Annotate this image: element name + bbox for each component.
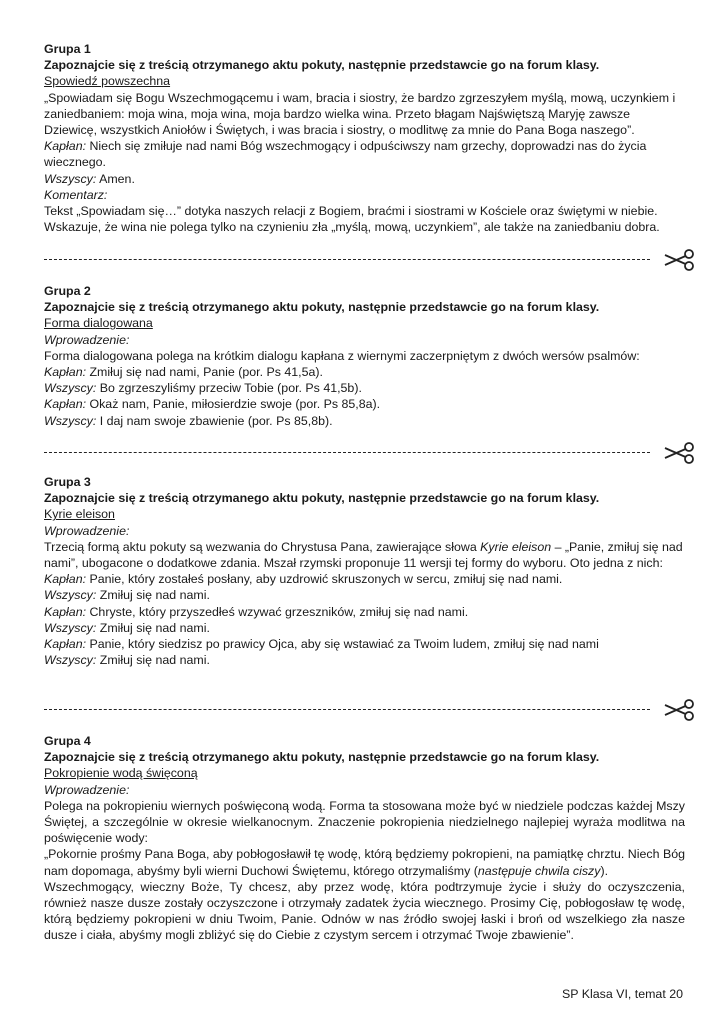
dialog-line xyxy=(44,571,685,587)
dialog-line xyxy=(44,636,685,652)
intro-italic-term: Kyrie eleison xyxy=(480,539,552,554)
prayer-text xyxy=(44,846,685,878)
dialog-text: Niech się zmiłuje nad nami Bóg wszechmogący i odpuściwszy nam grzechy, doprowadzi nas do życia wiecznego. xyxy=(44,139,647,170)
dialog-text: Amen. xyxy=(96,171,135,186)
dashed-line xyxy=(44,709,650,710)
dialog-line xyxy=(44,587,685,603)
prayer-text: „Spowiadam się Bogu Wszechmogącemu i wam, bracia i siostry, że bardzo zgrzeszyłem myślą, mową, uczynkiem i zaniedbaniem: moja wina, moja wina, moja bardzo wielka wina. Przeto błagam Najświętszą Maryję zawsze Dziewicę, wszystkich Aniołów i Świętych, i was bracia i siostry, o modlitwę za mnie do Pana Boga naszego”. xyxy=(44,90,676,138)
intro-label: Wprowadzenie: xyxy=(44,782,130,797)
speaker-label: Wszyscy: xyxy=(44,653,97,668)
intro-text: Polega na pokropieniu wiernych poświęconą wodą. Forma ta stosowana może być w niedziele podczas każdej Mszy Świętej, a szczególnie w okresie wielkanocnym. Znaczenie pokropienia niedzielnego najlepiej wyraża modlitwa na poświęcenie wody: xyxy=(44,798,685,846)
cut-line xyxy=(44,441,699,465)
dialog-line xyxy=(44,396,685,412)
dialog-line xyxy=(44,620,685,636)
dashed-line xyxy=(44,452,650,453)
dialog-line xyxy=(44,413,685,429)
intro-text: Forma dialogowana polega na krótkim dialogu kapłana z wiernymi zaczerpniętym z dwóch wersów psalmów: xyxy=(44,348,640,363)
speaker-label: Kapłan: xyxy=(44,604,87,619)
dialog-text: Zmiłuj się nad nami. xyxy=(96,588,210,603)
form-name: Spowiedź powszechna xyxy=(44,74,171,89)
scissors-icon xyxy=(662,248,696,272)
speaker-label: Kapłan: xyxy=(44,365,87,380)
dialog-line xyxy=(44,364,685,380)
group-1 xyxy=(44,41,685,235)
intro-label: Wprowadzenie: xyxy=(44,523,130,538)
speaker-label: Wszyscy: xyxy=(44,171,97,186)
speaker-label: Wszyscy: xyxy=(44,588,97,603)
dialog-line xyxy=(44,652,685,668)
scissors-icon xyxy=(662,441,696,465)
dialog-line xyxy=(44,138,685,170)
speaker-label: Kapłan: xyxy=(44,139,87,154)
page-footer: SP Klasa VI, temat 20 xyxy=(562,987,683,1001)
group-2 xyxy=(44,283,685,429)
cut-line xyxy=(44,248,699,272)
dialog-text: Zmiłuj się nad nami, Panie (por. Ps 41,5a). xyxy=(86,365,323,380)
dialog-text: Okaż nam, Panie, miłosierdzie swoje (por. Ps 85,8a). xyxy=(86,397,381,412)
group-instruction: Zapoznajcie się z treścią otrzymanego aktu pokuty, następnie przedstawcie go na forum klasy. xyxy=(44,750,600,765)
dialog-text: Zmiłuj się nad nami. xyxy=(96,620,210,635)
scissors-icon xyxy=(662,698,696,722)
form-name: Forma dialogowana xyxy=(44,316,153,331)
intro-label: Wprowadzenie: xyxy=(44,332,130,347)
cut-line xyxy=(44,698,699,722)
speaker-label: Wszyscy: xyxy=(44,413,97,428)
group-heading: Grupa 2 xyxy=(44,284,91,298)
speaker-label: Kapłan: xyxy=(44,637,87,652)
group-instruction: Zapoznajcie się z treścią otrzymanego aktu pokuty, następnie przedstawcie go na forum klasy. xyxy=(44,491,600,506)
group-instruction: Zapoznajcie się z treścią otrzymanego aktu pokuty, następnie przedstawcie go na forum klasy. xyxy=(44,58,600,73)
dialog-text: Panie, który zostałeś posłany, aby uzdrowić skruszonych w sercu, zmiłuj się nad nami. xyxy=(86,572,563,587)
prayer-rubric: następuje chwila ciszy xyxy=(477,863,601,878)
group-3 xyxy=(44,474,685,668)
dialog-text: Chryste, który przyszedłeś wzywać grzeszników, zmiłuj się nad nami. xyxy=(86,604,469,619)
intro-text xyxy=(44,539,685,571)
prayer-text-part: ). xyxy=(600,863,609,878)
speaker-label: Wszyscy: xyxy=(44,381,97,396)
dialog-text: I daj nam swoje zbawienie (por. Ps 85,8b). xyxy=(96,413,333,428)
form-name: Pokropienie wodą święconą xyxy=(44,766,198,781)
group-4 xyxy=(44,733,685,944)
prayer-text-part: „Pokornie prośmy Pana Boga, aby pobłogosławił tę wodę, którą będziemy pokropieni, na pamiątkę chrztu. Niech Bóg nam dopomaga, abyśmy byli wierni Duchowi Świętemu, którego otrzymaliśmy ( xyxy=(44,847,685,878)
group-heading: Grupa 4 xyxy=(44,734,91,748)
dialog-text: Bo zgrzeszyliśmy przeciw Tobie (por. Ps 41,5b). xyxy=(96,381,362,396)
intro-text-part: Trzecią formą aktu pokuty są wezwania do Chrystusa Pana, zawierające słowa xyxy=(44,539,481,554)
dialog-line xyxy=(44,171,685,187)
intro-text-part: – „Panie, zmiłuj się nad nami”, ubogacone o dodatkowe zdania. Mszał rzymski proponuje 11 wersji tej formy do wyboru. Oto jedna z nich: xyxy=(44,539,683,571)
speaker-label: Kapłan: xyxy=(44,572,87,587)
comment-label: Komentarz: xyxy=(44,187,108,202)
form-name: Kyrie eleison xyxy=(44,507,115,522)
group-instruction: Zapoznajcie się z treścią otrzymanego aktu pokuty, następnie przedstawcie go na forum klasy. xyxy=(44,300,600,315)
speaker-label: Wszyscy: xyxy=(44,620,97,635)
dialog-text: Panie, który siedzisz po prawicy Ojca, aby się wstawiać za Twoim ludem, zmiłuj się nad nami xyxy=(86,637,599,652)
prayer-text-2: Wszechmogący, wieczny Boże, Ty chcesz, aby przez wodę, która podtrzymuje życie i służy do oczyszczenia, również nasze dusze zostały oczyszczone i otrzymały zadatek życia wiecznego. Prosimy Cię, pobłogosław tę wodę, którą będziemy pokropieni w dniu Twoim, Panie. Odnów w nas źródło swojej łaski i broń od wszelkiego zła nasze dusze i ciała, abyśmy mogli zbliżyć się do Ciebie z czystym sercem i otrzymać Twoje zbawienie”. xyxy=(44,879,685,943)
group-heading: Grupa 3 xyxy=(44,475,91,489)
comment-text: Tekst „Spowiadam się…” dotyka naszych relacji z Bogiem, braćmi i siostrami w Kościele oraz świętymi w niebie. Wskazuje, że wina nie polega tylko na czynieniu zła „myślą, mową, uczynkiem”, ale także na zaniedbaniu dobra. xyxy=(44,204,660,235)
dashed-line xyxy=(44,259,650,260)
dialog-line xyxy=(44,604,685,620)
group-heading: Grupa 1 xyxy=(44,42,91,56)
speaker-label: Kapłan: xyxy=(44,397,87,412)
dialog-line xyxy=(44,380,685,396)
dialog-text: Zmiłuj się nad nami. xyxy=(96,653,210,668)
